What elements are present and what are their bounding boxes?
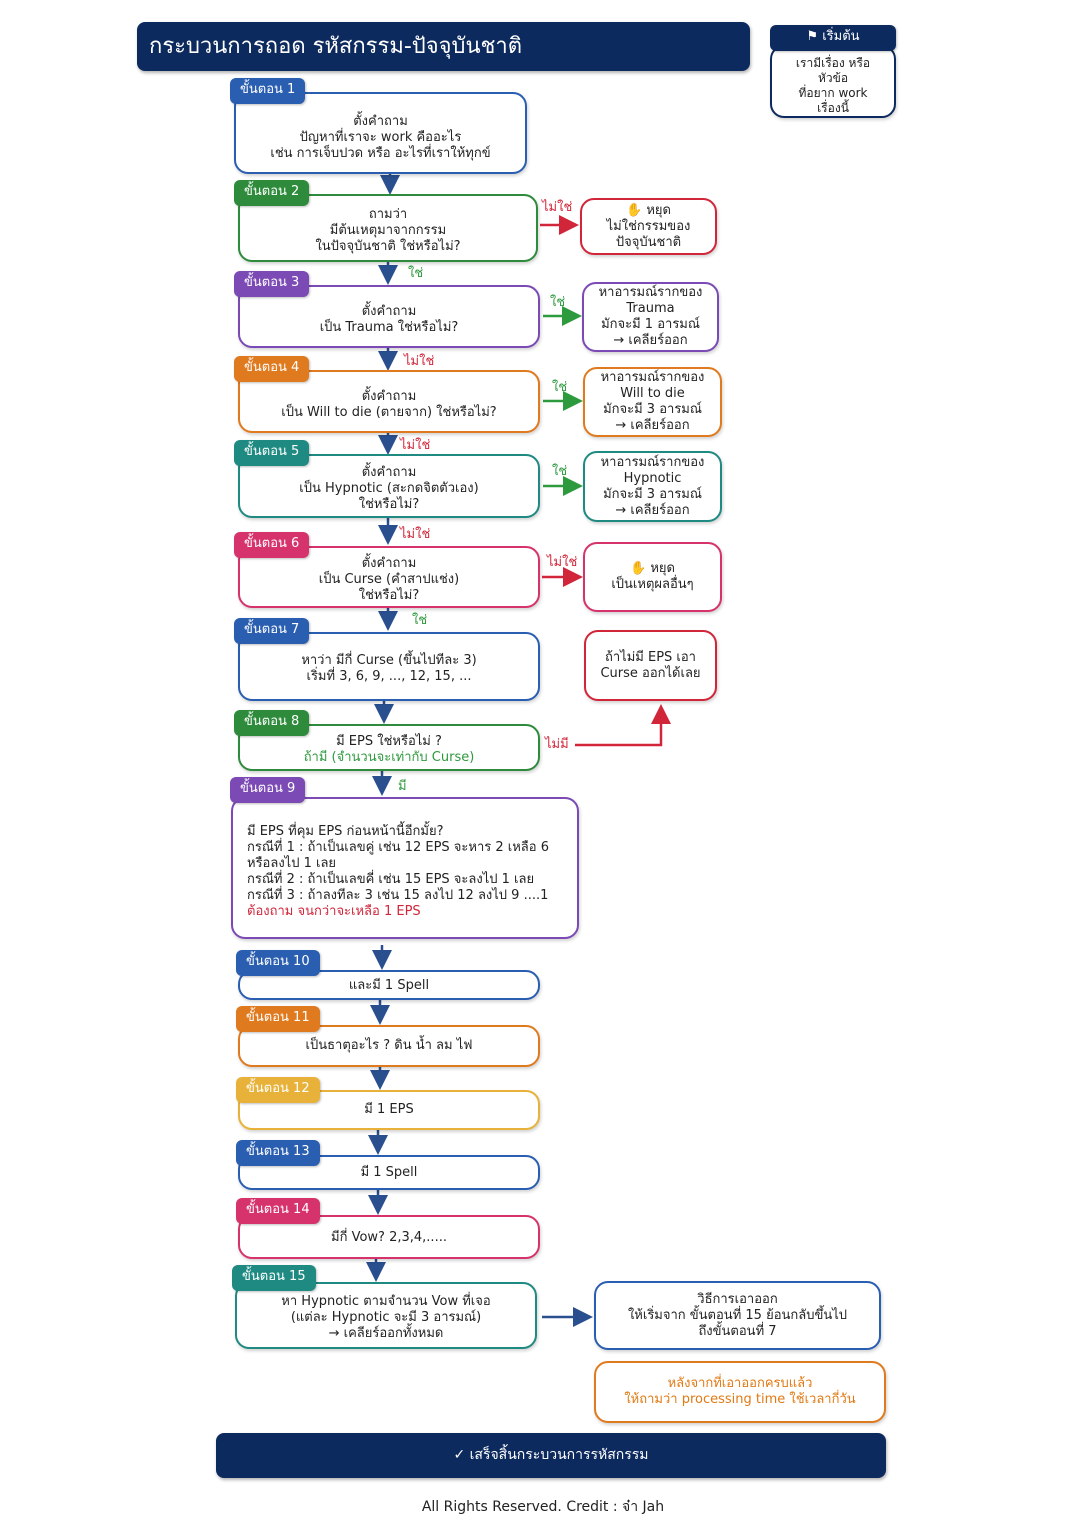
step-line: เป็น Will to die (ตายจาก) ใช่หรือไม่? — [281, 404, 497, 420]
step-14-tag: ขั้นตอน 14 — [236, 1198, 320, 1224]
hypnotic-line: Hypnotic — [623, 470, 682, 486]
step-line: กรณีที่ 2 : ถ้าเป็นเลขคี่ เช่น 15 EPS จะลงไป 1 เลย — [247, 872, 535, 887]
step-line: ปัญหาที่เราจะ work คืออะไร — [299, 130, 462, 145]
stop-line: ปัจจุบันชาติ — [615, 234, 682, 250]
label-no-4: ไม่ใช่ — [400, 438, 431, 453]
step-15-box — [235, 1282, 537, 1349]
step-2-tag: ขั้นตอน 2 — [234, 180, 309, 206]
stop-line: ✋ หยุด — [626, 202, 671, 218]
step-9-note: ต้องถาม จนกว่าจะเหลือ 1 EPS — [247, 904, 421, 919]
step-line: มีต้นเหตุมาจากกรรม — [329, 223, 447, 238]
step-12-tag: ขั้นตอน 12 — [236, 1077, 320, 1103]
step-line: หรือลงไป 1 เลย — [247, 856, 337, 871]
step-line: ตั้งคำถาม — [361, 303, 417, 319]
trauma-line: หาอารมณ์รากของ — [598, 285, 703, 300]
step-line: ตั้งคำถาม — [361, 556, 417, 571]
step-8-tag: ขั้นตอน 8 — [234, 710, 309, 736]
method-line: ให้เริ่มจาก ขั้นตอนที่ 15 ย้อนกลับขึ้นไป — [627, 1307, 848, 1323]
step-line: ใช่หรือไม่? — [358, 588, 420, 603]
start-line: เรื่องนี้ — [817, 100, 849, 115]
no-eps-line: Curse ออกได้เลย — [600, 665, 701, 681]
stop-line: ✋ หยุด — [630, 561, 675, 576]
step-8-note: ถ้ามี (จำนวนจะเท่ากับ Curse) — [303, 749, 475, 765]
hypnotic-box — [583, 451, 722, 522]
label-have: มี — [398, 779, 407, 794]
step-line: ใช่หรือไม่? — [358, 497, 420, 512]
step-line: เป็น Trauma ใช่หรือไม่? — [319, 319, 459, 335]
trauma-line: Trauma — [626, 301, 675, 316]
start-line: ที่อยาก work — [798, 85, 868, 100]
stop-box-6 — [583, 542, 722, 612]
step-1-tag: ขั้นตอน 1 — [230, 78, 305, 104]
step-11-tag: ขั้นตอน 11 — [236, 1006, 320, 1032]
label-yes-3: ใช่ — [550, 295, 566, 310]
will-line: Will to die — [620, 386, 685, 401]
arrow-8-no-eps — [575, 709, 661, 745]
step-line: เป็น Hypnotic (สะกดจิตตัวเอง) — [299, 481, 479, 496]
step-line: และมี 1 Spell — [348, 978, 430, 993]
step-line: → เคลียร์ออกทั้งหมด — [328, 1325, 444, 1341]
step-line: ถามว่า — [368, 207, 408, 222]
label-no-3: ไม่ใช่ — [404, 354, 435, 369]
method-line: วิธีการเอาออก — [697, 1291, 778, 1307]
label-yes-4: ใช่ — [552, 380, 568, 395]
step-line: มี 1 Spell — [360, 1164, 418, 1180]
step-line: ตั้งคำถาม — [361, 388, 417, 404]
hypnotic-line: → เคลียร์ออก — [615, 502, 690, 518]
method-box — [594, 1281, 881, 1350]
step-5-tag: ขั้นตอน 5 — [234, 440, 309, 466]
trauma-line: มักจะมี 1 อารมณ์ — [601, 317, 700, 332]
step-15-tag: ขั้นตอน 15 — [232, 1265, 316, 1291]
label-not-have: ไม่มี — [545, 737, 569, 752]
step-line: เป็นธาตุอะไร ? ดิน น้ำ ลม ไฟ — [305, 1038, 473, 1053]
label-no-2: ไม่ใช่ — [542, 200, 573, 215]
no-eps-line: ถ้าไม่มี EPS เอา — [605, 649, 696, 665]
step-line: ในปัจจุบันชาติ ใช่หรือไม่? — [315, 239, 461, 254]
step-3-tag: ขั้นตอน 3 — [234, 271, 309, 297]
start-line: เรามีเรื่อง หรือ — [795, 55, 871, 70]
step-line: ตั้งคำถาม — [353, 114, 408, 129]
step-line: มี 1 EPS — [364, 1102, 414, 1117]
step-line: มี EPS ใช่หรือไม่ ? — [336, 733, 442, 749]
trauma-line: → เคลียร์ออก — [613, 333, 688, 348]
start-box — [770, 45, 896, 118]
will-line: มักจะมี 3 อารมณ์ — [603, 402, 702, 417]
step-9-box — [231, 797, 579, 939]
no-eps-box — [584, 630, 717, 701]
step-line: หา Hypnotic ตามจำนวน Vow ที่เจอ — [281, 1293, 491, 1309]
label-no-5: ไม่ใช่ — [400, 527, 431, 542]
hypnotic-line: มักจะมี 3 อารมณ์ — [603, 486, 702, 502]
will-line: → เคลียร์ออก — [615, 418, 690, 433]
step-6-tag: ขั้นตอน 6 — [234, 532, 309, 558]
label-yes-5: ใช่ — [552, 464, 568, 479]
trauma-box — [582, 282, 719, 352]
stop-line: ไม่ใช่กรรมของ — [606, 218, 691, 234]
method-line: ถึงขั้นตอนที่ 7 — [698, 1323, 777, 1339]
step-line: (แต่ละ Hypnotic จะมี 3 อารมณ์) — [290, 1309, 482, 1325]
step-line: เช่น การเจ็บปวด หรือ อะไรที่เราให้ทุกข์ — [270, 146, 491, 161]
step-line: ตั้งคำถาม — [361, 465, 417, 480]
step-line: มี EPS ที่คุม EPS ก่อนหน้านี้อีกมั้ย? — [247, 824, 444, 839]
step-line: กรณีที่ 3 : ถ้าลงทีละ 3 เช่น 15 ลงไป 12 ลงไป 9 ....1 — [247, 888, 549, 903]
step-13-tag: ขั้นตอน 13 — [236, 1140, 320, 1166]
label-yes-6: ใช่ — [412, 613, 428, 628]
step-10-tag: ขั้นตอน 10 — [236, 950, 320, 976]
step-line: หาว่า มีกี่ Curse (ขึ้นไปทีละ 3) — [301, 652, 477, 668]
stop-line: เป็นเหตุผลอื่นๆ — [611, 577, 694, 592]
step-9-tag: ขั้นตอน 9 — [230, 777, 305, 803]
stop-box-2 — [580, 198, 717, 255]
step-7-tag: ขั้นตอน 7 — [234, 618, 309, 644]
step-4-tag: ขั้นตอน 4 — [234, 356, 309, 382]
footer-credit: All Rights Reserved. Credit : จ๋า Jah — [421, 1499, 665, 1515]
page-title: กระบวนการถอด รหัสกรรม-ปัจจุบันชาติ — [137, 22, 750, 71]
step-1-box — [234, 92, 527, 174]
will-line: หาอารมณ์รากของ — [600, 370, 705, 385]
will-box — [583, 367, 722, 437]
step-line: กรณีที่ 1 : ถ้าเป็นเลขคู่ เช่น 12 EPS จะหาร 2 เหลือ 6 — [247, 840, 549, 855]
finish-banner: ✓ เสร็จสิ้นกระบวนการรหัสกรรม — [216, 1433, 886, 1478]
step-line: เริ่มที่ 3, 6, 9, ..., 12, 15, ... — [306, 668, 472, 684]
hypnotic-line: หาอารมณ์รากของ — [600, 454, 705, 470]
label-no-6: ไม่ใช่ — [547, 555, 578, 570]
after-line: หลังจากที่เอาออกครบแล้ว — [667, 1376, 813, 1391]
after-box — [594, 1361, 886, 1423]
after-line: ให้ถามว่า processing time ใช้เวลากี่วัน — [624, 1392, 856, 1407]
step-line: มีกี่ Vow? 2,3,4,..... — [331, 1230, 447, 1245]
step-line: เป็น Curse (คำสาปแช่ง) — [318, 572, 460, 587]
start-tag: ⚑ เริ่มต้น — [770, 25, 896, 51]
label-yes-2: ใช่ — [408, 266, 424, 281]
start-line: หัวข้อ — [817, 70, 849, 85]
